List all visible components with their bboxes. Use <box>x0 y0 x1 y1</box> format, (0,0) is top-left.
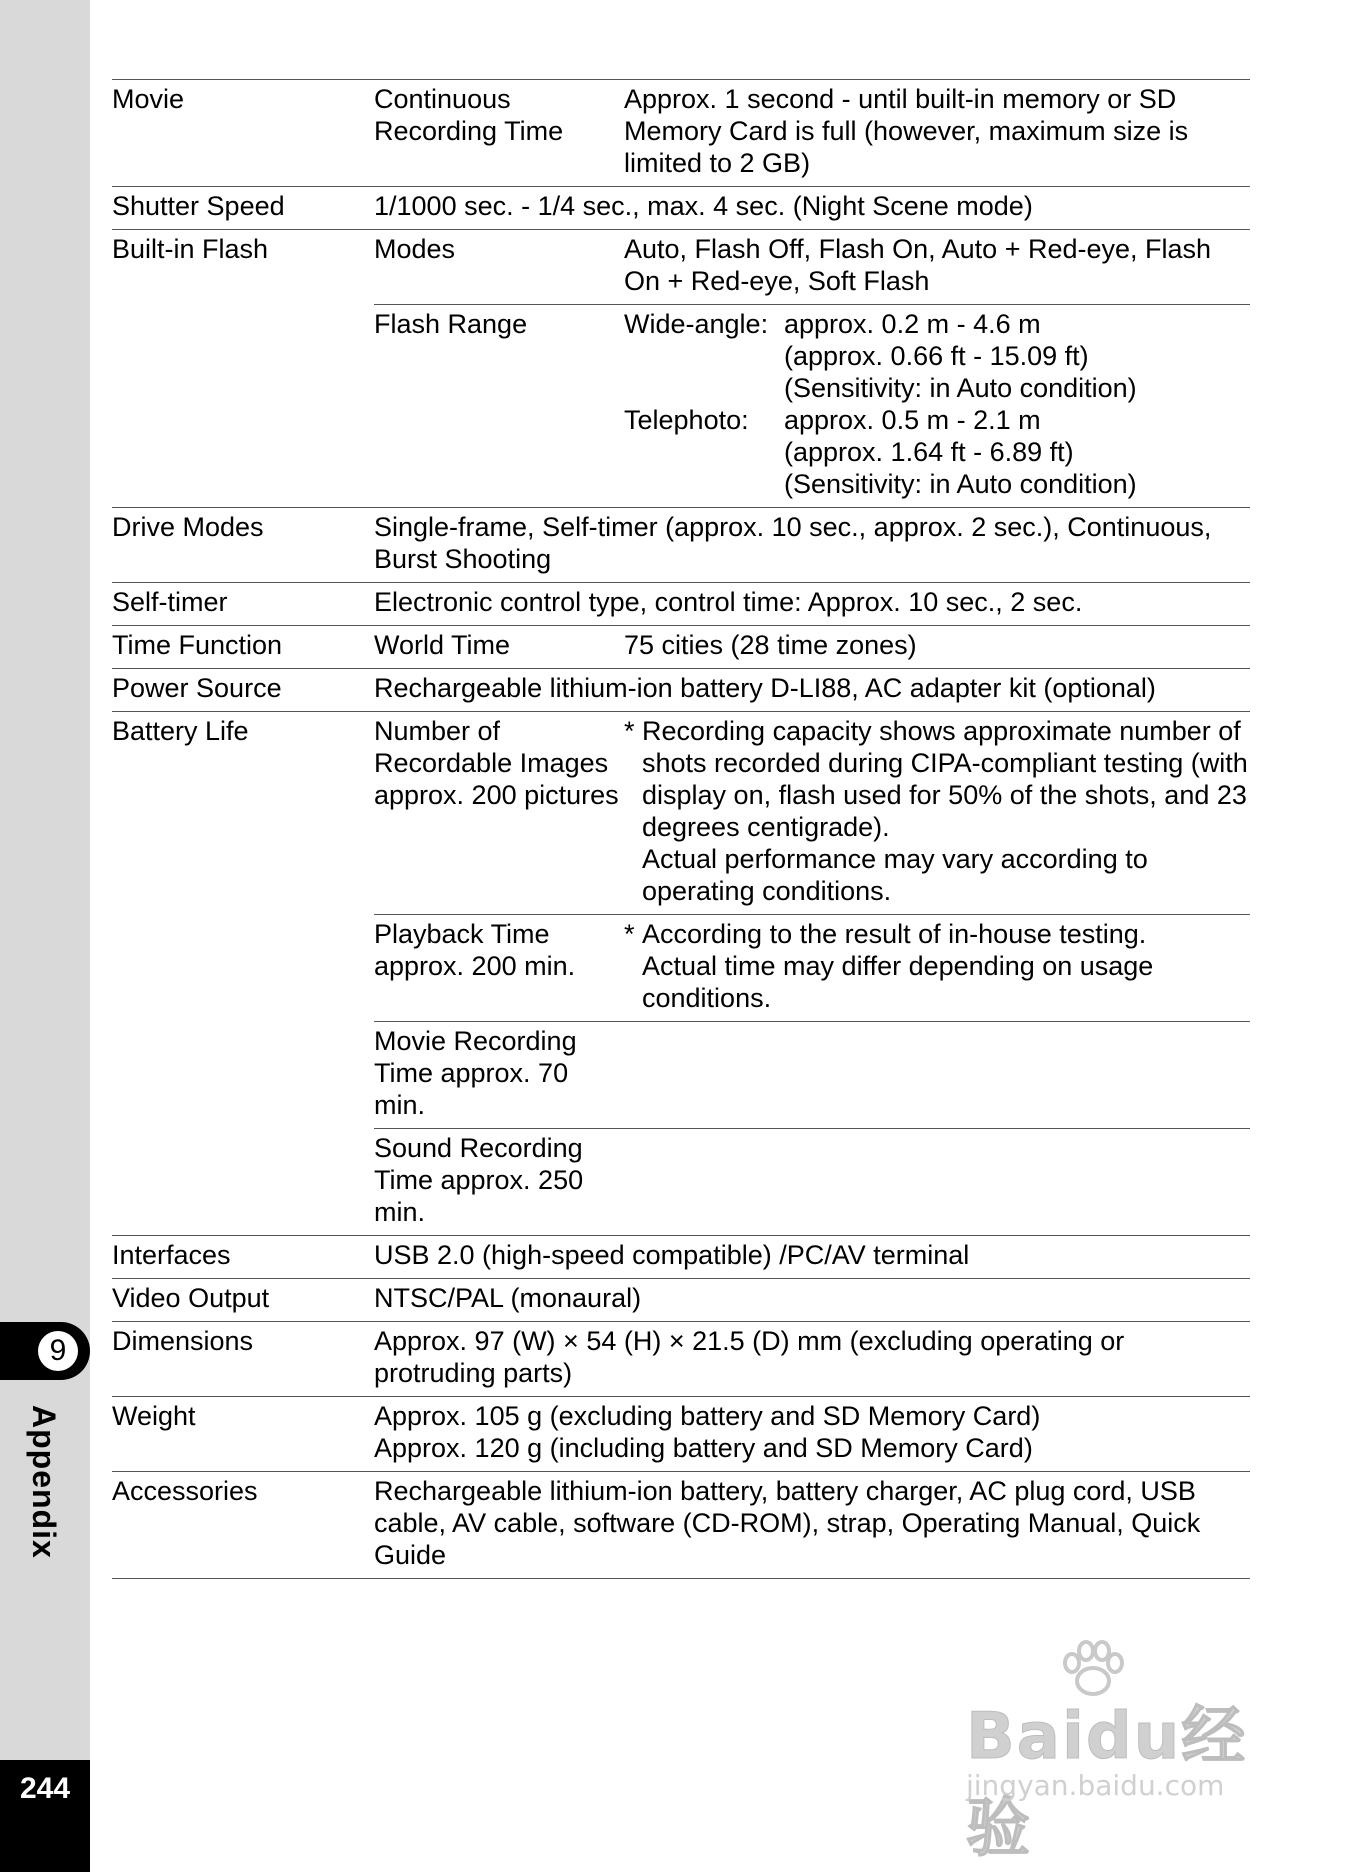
row-sublabel: Number of Recordable Images approx. 200 pictures <box>374 712 624 915</box>
table-row <box>112 80 1250 187</box>
images-note-2: Actual performance may vary according to operating conditions. <box>642 844 1148 906</box>
row-sublabel: Modes <box>374 230 624 305</box>
row-sublabel: Movie Recording Time approx. 70 min. <box>374 1022 624 1129</box>
footnote-mark: * <box>624 716 635 746</box>
wide-angle-line1: approx. 0.2 m - 4.6 m <box>784 309 1041 339</box>
watermark-logo: Baidu经验 <box>966 1700 1248 1866</box>
spec-table <box>112 79 1250 1579</box>
wide-angle-label: Wide-angle: <box>624 309 769 339</box>
row-sublabel: World Time <box>374 626 624 669</box>
row-sublabel: Flash Range <box>374 305 624 508</box>
table-row <box>112 712 1250 915</box>
table-row <box>112 508 1250 583</box>
row-label: Video Output <box>112 1279 374 1322</box>
row-value: 1/1000 sec. - 1/4 sec., max. 4 sec. (Night Scene mode) <box>374 187 1250 230</box>
table-row <box>112 1397 1250 1472</box>
footnote-mark: * <box>624 919 635 949</box>
row-label: Drive Modes <box>112 508 374 583</box>
row-label: Weight <box>112 1397 374 1472</box>
watermark-url: jingyan.baidu.com <box>966 1769 1225 1802</box>
table-row <box>112 1472 1250 1579</box>
playback-note: According to the result of in-house testing. <box>642 919 1147 949</box>
row-value: Electronic control type, control time: Approx. 10 sec., 2 sec. <box>374 583 1250 626</box>
row-value <box>624 712 1250 915</box>
chapter-number: 9 <box>38 1331 78 1371</box>
wide-angle-line3: (Sensitivity: in Auto condition) <box>784 373 1137 403</box>
row-value: 75 cities (28 time zones) <box>624 626 1250 669</box>
row-value <box>624 1129 1250 1236</box>
table-row <box>112 1322 1250 1397</box>
telephoto-label: Telephoto: <box>624 405 749 435</box>
telephoto-line3: (Sensitivity: in Auto condition) <box>784 469 1137 499</box>
row-sublabel: Sound Recording Time approx. 250 min. <box>374 1129 624 1236</box>
table-row <box>112 1279 1250 1322</box>
row-value: Approx. 97 (W) × 54 (H) × 21.5 (D) mm (excluding operating or protruding parts) <box>374 1322 1250 1397</box>
table-row <box>112 187 1250 230</box>
side-band <box>0 0 90 1872</box>
page-number: 244 <box>19 1772 71 1805</box>
telephoto-line2: (approx. 1.64 ft - 6.89 ft) <box>784 437 1074 467</box>
playback-note-2: Actual time may differ depending on usage conditions. <box>642 951 1154 1013</box>
chapter-title: Appendix <box>26 1405 62 1559</box>
table-row <box>112 626 1250 669</box>
row-value <box>374 1397 1250 1472</box>
row-value: Approx. 1 second - until built-in memory or SD Memory Card is full (however, maximum size is limited to 2 GB) <box>624 80 1250 187</box>
row-label: Time Function <box>112 626 374 669</box>
row-sublabel: Playback Time approx. 200 min. <box>374 915 624 1022</box>
row-label: Built-in Flash <box>112 230 374 508</box>
row-label: Battery Life <box>112 712 374 1236</box>
weight-line1: Approx. 105 g (excluding battery and SD Memory Card) <box>374 1401 1041 1431</box>
table-row <box>112 230 1250 305</box>
weight-line2: Approx. 120 g (including battery and SD Memory Card) <box>374 1433 1033 1463</box>
row-label: Dimensions <box>112 1322 374 1397</box>
row-value: NTSC/PAL (monaural) <box>374 1279 1250 1322</box>
row-value: USB 2.0 (high-speed compatible) /PC/AV terminal <box>374 1236 1250 1279</box>
row-value <box>624 1022 1250 1129</box>
table-row <box>112 1236 1250 1279</box>
row-label: Shutter Speed <box>112 187 374 230</box>
row-value: Auto, Flash Off, Flash On, Auto + Red-eye, Flash On + Red-eye, Soft Flash <box>624 230 1250 305</box>
row-value <box>624 915 1250 1022</box>
row-label: Power Source <box>112 669 374 712</box>
flash-range-value <box>624 305 1250 508</box>
row-label: Interfaces <box>112 1236 374 1279</box>
wide-angle-line2: (approx. 0.66 ft - 15.09 ft) <box>784 341 1089 371</box>
table-row <box>112 669 1250 712</box>
row-value: Single-frame, Self-timer (approx. 10 sec., approx. 2 sec.), Continuous, Burst Shooting <box>374 508 1250 583</box>
row-label: Accessories <box>112 1472 374 1579</box>
watermark <box>966 1685 1286 1866</box>
images-note: Recording capacity shows approximate number of shots recorded during CIPA-compliant testing (with display on, flash used for 50% of the shots, and 23 degrees centigrade). <box>642 716 1248 842</box>
row-sublabel: Continuous Recording Time <box>374 80 624 187</box>
telephoto-line1: approx. 0.5 m - 2.1 m <box>784 405 1041 435</box>
row-label: Self-timer <box>112 583 374 626</box>
table-row <box>112 583 1250 626</box>
row-value: Rechargeable lithium-ion battery D-LI88, AC adapter kit (optional) <box>374 669 1250 712</box>
row-label: Movie <box>112 80 374 187</box>
row-value: Rechargeable lithium-ion battery, battery charger, AC plug cord, USB cable, AV cable, software (CD-ROM), strap, Operating Manual, Quick Guide <box>374 1472 1250 1579</box>
